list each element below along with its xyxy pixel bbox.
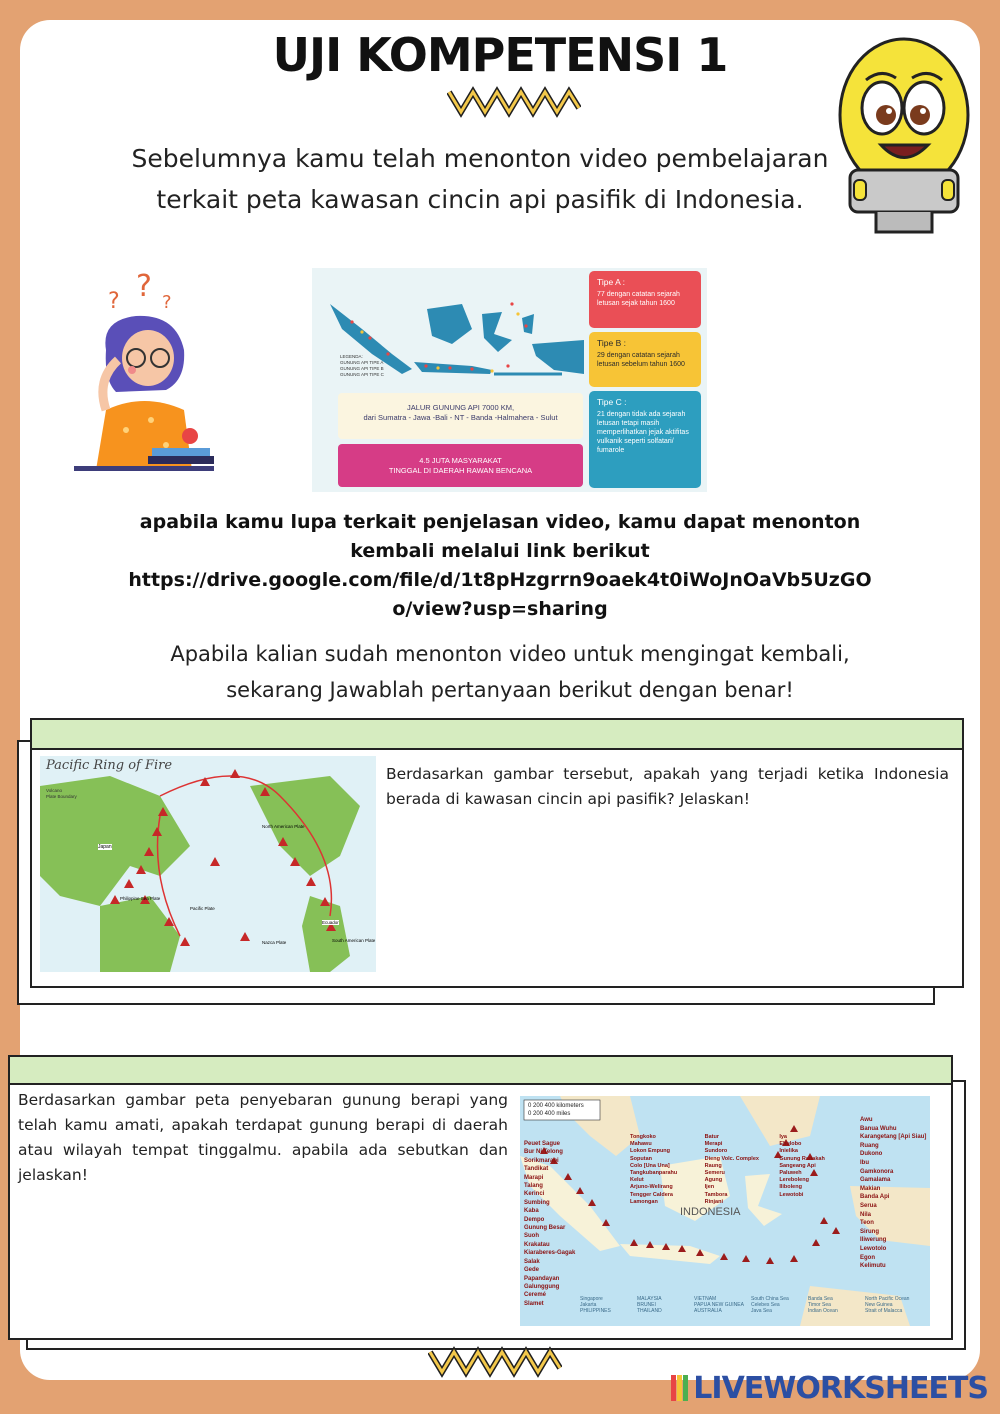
question-2-header-bar (10, 1057, 951, 1085)
question-1-header-bar (32, 720, 962, 750)
ring-map-label-north-american: North American Plate (262, 824, 305, 829)
ring-map-label-japan: Japan (98, 844, 112, 850)
tipe-c-box: Tipe C : 21 dengan tidak ada sejarah letusan tetapi masih memperlihatkan jejak aktifitas vulkanik seperti solfatari/ fumarole (589, 391, 701, 488)
thinking-student-illustration (66, 270, 216, 476)
indo-map-labels-right: Awu Banua Wuhu Karangetang [Api Siau] Ruang Dukono Ibu Gamkonora Gamalama Makian Banda Api Serua Nila Teon Sirung Iliwerung Lewotolo Egon Kelimutu (860, 1117, 927, 1270)
lightbulb-mascot-illustration (836, 20, 976, 240)
ring-map-label-nazca: Nazca Plate (262, 940, 287, 945)
indonesia-volcano-distribution-map (520, 1096, 930, 1326)
indo-map-labels-mid: Tongkoko Mahawu Lokon Empung Soputan Colo [Una Una] Tangkubanparahu Kelut Arjuno-Welirang Tengger Caldera Lamongan Batur Merapi Sundoro Dieng Volc. Complex Raung Semeru Agung Ijen Tambora Rinjani Iya Ebulobo Inielika Gunung Ranakah Sangeang Api Paluweh Lereboleng Iliboleng Lewotobi (630, 1134, 825, 1205)
ring-map-legend: Volcano Plate Boundary (46, 788, 77, 799)
video-url-line-1[interactable]: https://drive.google.com/file/d/1t8pHzgrrn9oaek4t0iWoJnOaVb5UzGO (128, 569, 872, 591)
instruction-text: Apabila kalian sudah menonton video untuk mengingat kembali, sekarang Jawablah pertanyaan berikut dengan benar! (170, 642, 850, 702)
rawan-bencana-box: 4.5 JUTA MASYARAKAT TINGGAL DI DAERAH RAWAN BENCANA (338, 444, 583, 487)
intro-paragraph: Sebelumnya kamu telah menonton video pembelajaran terkait peta kawasan cincin api pasifik di Indonesia. (131, 144, 829, 214)
tipe-b-box: Tipe B : 29 dengan catatan sejarah letusan sebelum tahun 1600 (589, 332, 701, 387)
ring-map-title: Pacific Ring of Fire (46, 758, 173, 773)
question-2-text: Berdasarkan gambar peta penyebaran gunung berapi yang telah kamu amati, apakah terdapat gunung berapi di daerah atau wilayah tempat tinggalmu. apabila ada sebutkan dan jelaskan! (18, 1091, 508, 1184)
video-url-line-2[interactable]: o/view?usp=sharing (392, 598, 608, 620)
liveworksheets-logo-icon (671, 1375, 689, 1401)
question-1-text: Berdasarkan gambar tersebut, apakah yang terjadi ketika Indonesia berada di kawasan cincin api pasifik? Jelaskan! (386, 765, 949, 808)
page-title: UJI KOMPETENSI 1 (272, 28, 728, 82)
video-link-section (40, 508, 960, 624)
liveworksheets-logo[interactable]: LIVEWORKSHEETS (671, 1371, 988, 1406)
zigzag-divider-top (447, 86, 581, 118)
ring-map-label-ecuador: Ecuador (322, 920, 339, 925)
ring-map-label-philippine: Philippine Sea Plate (120, 896, 161, 901)
indo-map-labels-left: Peuet Sague Bur Ni Telong Sorikmarapi Tandikat Marapi Talang Kerinci Sumbing Kaba Dempo Gunung Besar Suoh Krakatau Kiaraberes-Gagak Salak Gede Papandayan Galunggung Ceremé Slamet (524, 1141, 576, 1307)
infographic-legend: LEGENDA: GUNUNG API TIPE A GUNUNG API TIPE B GUNUNG API TIPE C (340, 354, 384, 377)
ring-map-label-pacific: Pacific Plate (190, 906, 215, 911)
indonesia-volcano-infographic (312, 268, 707, 492)
zigzag-divider-bottom (428, 1346, 562, 1378)
ring-map-label-south-american: South American Plate (332, 938, 376, 943)
tipe-a-box: Tipe A : 77 dengan catatan sejarah letusan sejak tahun 1600 (589, 271, 701, 328)
link-intro-line-1: apabila kamu lupa terkait penjelasan video, kamu dapat menonton (139, 511, 861, 533)
indo-map-scale: 0 200 400 kilometers 0 200 400 miles (528, 1103, 584, 1117)
pacific-ring-of-fire-map (40, 756, 376, 972)
svg-text:?: ? (136, 270, 152, 304)
indo-map-place-labels: Singapore Jakarta PHILIPPINES MALAYSIA BRUNEI THAILAND VIETNAM PAPUA NEW GUINEA AUSTRALIA South China Sea Celebes Sea Java Sea Banda Sea Timor Sea Indian Ocean North Pacific Ocean New Guinea Strait of Malacca (580, 1296, 910, 1314)
svg-text:?: ? (108, 289, 120, 314)
svg-text:?: ? (162, 292, 172, 313)
ring-of-fire-graphic (40, 756, 376, 972)
link-intro-line-2: kembali melalui link berikut (350, 540, 650, 562)
indo-map-country-label: INDONESIA (680, 1206, 741, 1218)
jalur-gunung-api-box: JALUR GUNUNG API 7000 KM, dari Sumatra - Jawa -Bali - NT - Banda -Halmahera - Sulut (338, 393, 583, 439)
